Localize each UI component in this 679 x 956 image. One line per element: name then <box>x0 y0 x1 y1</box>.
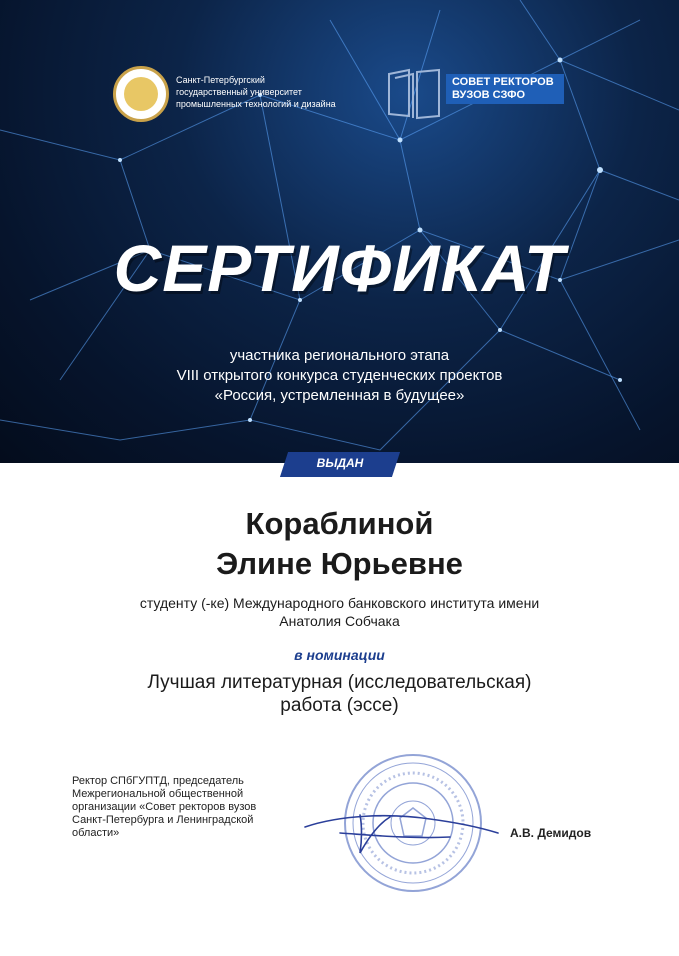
issued-label: ВЫДАН <box>316 456 364 470</box>
signer-position: Ректор СПбГУПТД, председатель Межрегиональной общественной организации «Совет ректоров вузов Санкт-Петербурга и Ленинградской области» <box>72 775 257 839</box>
council-logo-label: СОВЕТ РЕКТОРОВ ВУЗОВ СЗФО <box>446 74 564 104</box>
university-name: Санкт-Петербургский государственный университет промышленных технологий и дизайна <box>176 75 336 109</box>
university-emblem-icon <box>124 77 158 111</box>
certificate-subtitle: участника регионального этапа VIII открытого конкурса студенческих проектов «Россия, устремленная в будущее» <box>176 347 503 404</box>
recipient-name: Кораблиной Элине Юрьевне <box>216 506 463 581</box>
nomination-label: в номинации <box>294 647 385 663</box>
signer-name: А.В. Демидов <box>510 826 592 840</box>
certificate-title: СЕРТИФИКАТ <box>113 231 566 305</box>
nomination-title: Лучшая литературная (исследовательская) работа (эссе) <box>147 672 532 716</box>
council-books-icon <box>385 68 443 120</box>
handwritten-signature <box>300 795 500 865</box>
recipient-description: студенту (-ке) Международного банковского института имени Анатолия Собчака <box>139 595 540 629</box>
university-logo <box>113 66 169 122</box>
hero-banner <box>0 0 679 463</box>
